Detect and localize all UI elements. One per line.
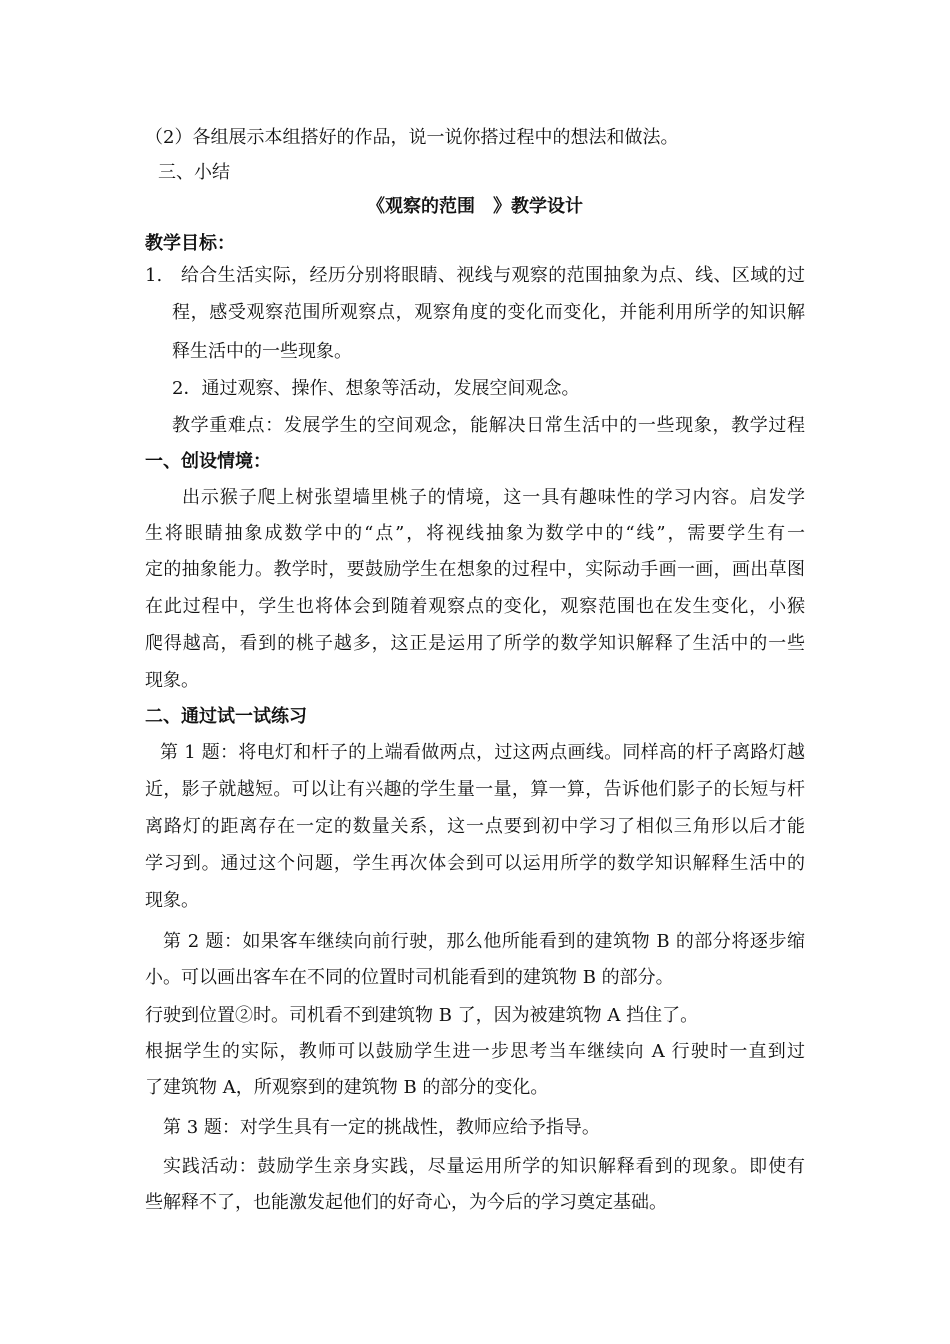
text-line: 学习到。通过这个问题，学生再次体会到可以运用所学的数学知识解释生活中的 [145,853,805,874]
section-heading: 二、通过试一试练习 [145,706,307,727]
text-line: 在此过程中，学生也将体会到随着观察点的变化，观察范围也在发生变化，小猴 [145,596,805,617]
document-title: 《观察的范围 》教学设计 [367,196,583,217]
text-line: 教学重难点：发展学生的空间观念，能解决日常生活中的一些现象，教学过程 [172,415,805,436]
section-heading: 教学目标： [145,233,235,254]
text-line: 实践活动：鼓励学生亲身实践，尽量运用所学的知识解释看到的现象。即使有 [163,1156,805,1177]
text-line: 行驶到位置②时。司机看不到建筑物 B 了，因为被建筑物 A 挡住了。 [145,1005,699,1026]
text-line: （2）各组展示本组搭好的作品，说一说你搭过程中的想法和做法。 [145,127,679,148]
text-line: 生将眼睛抽象成数学中的“点”，将视线抽象为数学中的“线”，需要学生有一 [145,523,805,544]
text-line: 些解释不了，也能激发起他们的好奇心，为今后的学习奠定基础。 [145,1192,667,1213]
text-line: 根据学生的实际，教师可以鼓励学生进一步思考当车继续向 A 行驶时一直到过 [145,1041,805,1062]
text-line: 第 1 题：将电灯和杆子的上端看做两点，过这两点画线。同样高的杆子离路灯越 [160,742,805,763]
text-line: 出示猴子爬上树张望墙里桃子的情境，这一具有趣味性的学习内容。启发学 [182,487,805,508]
text-line: 程，感受观察范围所观察点，观察角度的变化而变化，并能利用所学的知识解 [172,302,805,323]
section-heading: 三、小结 [158,162,230,183]
text-line: 现象。 [145,890,199,911]
text-line: 爬得越高，看到的桃子越多，这正是运用了所学的数学知识解释了生活中的一些 [145,633,805,654]
text-line: 离路灯的距离存在一定的数量关系，这一点要到初中学习了相似三角形以后才能 [145,816,805,837]
text-line: 第 2 题：如果客车继续向前行驶，那么他所能看到的建筑物 B 的部分将逐步缩 [163,931,805,952]
text-line: 现象。 [145,670,199,691]
text-line: 2．通过观察、操作、想象等活动，发展空间观念。 [172,378,580,399]
text-line: 小。可以画出客车在不同的位置时司机能看到的建筑物 B 的部分。 [145,967,674,988]
section-heading: 一、创设情境： [145,451,271,472]
text-line: 近，影子就越短。可以让有兴趣的学生量一量，算一算，告诉他们影子的长短与杆 [145,779,805,800]
text-line: 第 3 题：对学生具有一定的挑战性，教师应给予指导。 [163,1117,600,1138]
text-line: 1. 给合生活实际，经历分别将眼睛、视线与观察的范围抽象为点、线、区域的过 [145,265,805,286]
text-line: 了建筑物 A，所观察到的建筑物 B 的部分的变化。 [145,1077,549,1098]
text-line: 释生活中的一些现象。 [172,341,352,362]
text-line: 定的抽象能力。教学时，要鼓励学生在想象的过程中，实际动手画一画，画出草图 [145,559,805,580]
